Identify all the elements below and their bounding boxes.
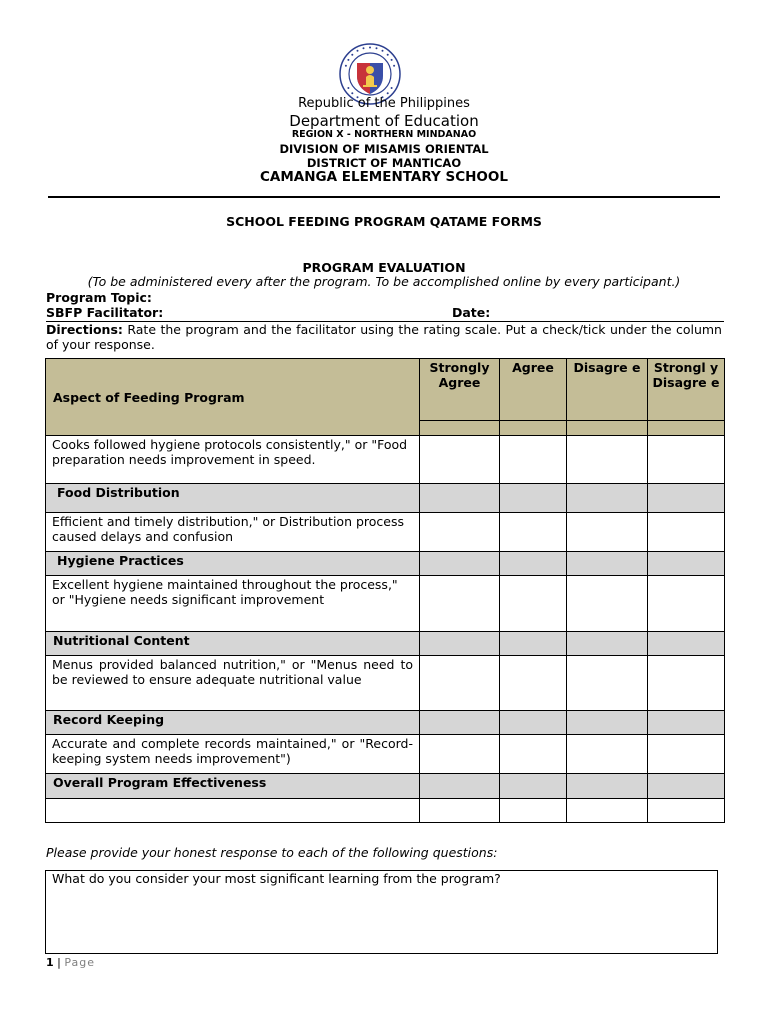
section-row (46, 552, 725, 576)
section-row (46, 632, 725, 656)
rating-cell[interactable] (500, 799, 567, 823)
rating-cell (420, 421, 500, 436)
aspect-item-blank (46, 799, 420, 823)
section-nutritional-content: Nutritional Content (46, 632, 420, 656)
rating-cell[interactable] (648, 513, 725, 552)
aspect-item-hygiene: Excellent hygiene maintained throughout the process," or "Hygiene needs significant improvement (46, 576, 420, 632)
district-line: DISTRICT OF MANTICAO (306, 156, 462, 170)
department-name: Department of Education (289, 112, 479, 130)
division-line: DIVISION OF MISAMIS ORIENTAL (279, 142, 489, 156)
form-title: SCHOOL FEEDING PROGRAM QATAME FORMS (226, 214, 542, 229)
rating-cell[interactable] (500, 436, 567, 484)
aspect-item-nutrition: Menus provided balanced nutrition," or "Menus need to be reviewed to ensure adequate nutritional value (46, 656, 420, 711)
rating-cell[interactable] (648, 576, 725, 632)
rating-cell[interactable] (420, 656, 500, 711)
aspect-item-cooks: Cooks followed hygiene protocols consistently," or "Food preparation needs improvement in speed. (46, 436, 420, 484)
section-hygiene-practices: Hygiene Practices (46, 552, 420, 576)
agree-header: Agree (500, 359, 567, 421)
rating-cell[interactable] (420, 799, 500, 823)
rating-cell[interactable] (420, 436, 500, 484)
rating-cell[interactable] (420, 513, 500, 552)
table-row (46, 799, 725, 823)
page-label: Page (64, 956, 95, 969)
rating-cell[interactable] (500, 576, 567, 632)
aspect-header: Aspect of Feeding Program (46, 359, 420, 436)
rating-cell[interactable] (567, 799, 648, 823)
rating-cell[interactable] (648, 799, 725, 823)
rating-cell[interactable] (420, 576, 500, 632)
rating-cell[interactable] (500, 513, 567, 552)
section-row (46, 774, 725, 799)
strongly-agree-header: Strongly Agree (420, 359, 500, 421)
section-row (46, 711, 725, 735)
rating-cell (500, 421, 567, 436)
rating-cell (567, 421, 648, 436)
rating-cell (648, 421, 725, 436)
table-row (46, 436, 725, 484)
section-food-distribution: Food Distribution (46, 484, 420, 513)
rating-cell[interactable] (648, 436, 725, 484)
table-row (46, 576, 725, 632)
section-overall-effectiveness: Overall Program Effectiveness (46, 774, 420, 799)
table-row (46, 656, 725, 711)
directions-label: Directions: (46, 322, 123, 337)
school-name: CAMANGA ELEMENTARY SCHOOL (260, 169, 508, 185)
directions-text: Rate the program and the facilitator using the rating scale. Put a check/tick under the column of your response. (46, 322, 722, 352)
aspect-item-records: Accurate and complete records maintained," or "Record-keeping system needs improvement") (46, 735, 420, 774)
evaluation-table (45, 358, 725, 823)
disagree-header: Disagre e (567, 359, 648, 421)
table-header-row (46, 359, 725, 421)
page-number: 1 (46, 956, 54, 969)
facilitator-label: SBFP Facilitator: (46, 305, 164, 320)
rating-cell[interactable] (567, 656, 648, 711)
page-footer (46, 956, 95, 969)
republic-line: Republic of the Philippines (298, 96, 470, 111)
program-topic-label: Program Topic: (46, 290, 152, 305)
evaluation-note: (To be administered every after the program. To be accomplished online by every participant.) (87, 274, 681, 289)
rating-cell[interactable] (567, 513, 648, 552)
rating-cell[interactable] (567, 735, 648, 774)
rating-cell[interactable] (648, 656, 725, 711)
header-divider (48, 196, 720, 198)
questions-prompt: Please provide your honest response to each of the following questions: (46, 845, 498, 860)
directions (46, 322, 722, 352)
region-line: REGION X - NORTHERN MINDANAO (291, 129, 477, 140)
question-1: What do you consider your most significant learning from the program? (52, 871, 501, 886)
rating-cell[interactable] (500, 735, 567, 774)
rating-cell[interactable] (420, 735, 500, 774)
aspect-item-distribution: Efficient and timely distribution," or Distribution process caused delays and confusion (46, 513, 420, 552)
date-label: Date: (452, 305, 491, 320)
evaluation-title: PROGRAM EVALUATION (302, 260, 466, 275)
table-row (46, 735, 725, 774)
rating-cell[interactable] (567, 576, 648, 632)
rating-cell[interactable] (567, 436, 648, 484)
strongly-disagree-header: Strongl y Disagre e (648, 359, 725, 421)
section-record-keeping: Record Keeping (46, 711, 420, 735)
rating-cell[interactable] (500, 656, 567, 711)
table-row (46, 513, 725, 552)
section-row (46, 484, 725, 513)
page-separator: | (53, 956, 65, 969)
rating-cell[interactable] (648, 735, 725, 774)
